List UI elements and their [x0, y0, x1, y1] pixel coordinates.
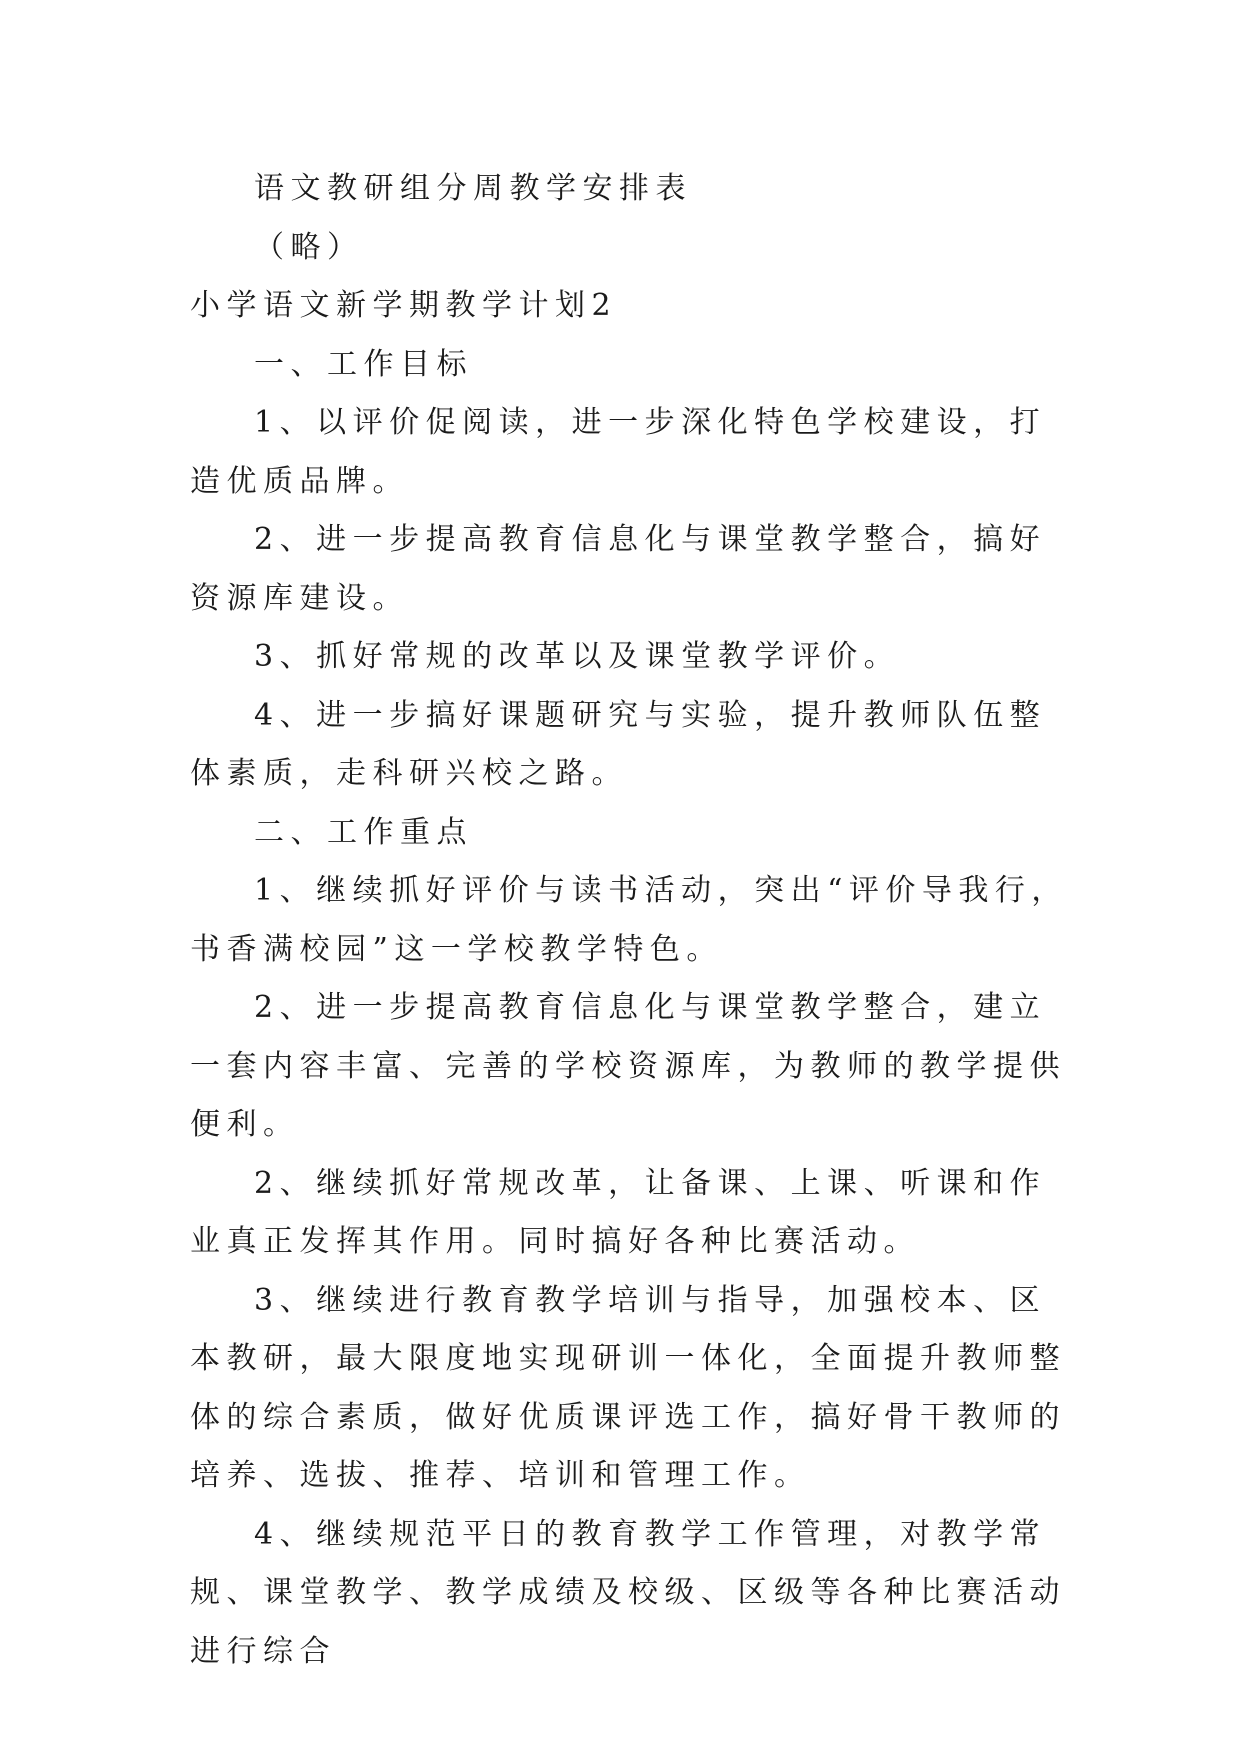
goal-item-3: 3、抓好常规的改革以及课堂教学评价。: [254, 639, 901, 674]
focus-item-1: 1、继续抓好评价与读书活动，突出“评价导我行，书香满校园”这一学校教学特色。: [190, 873, 1068, 967]
section-heading-goals: 一、工作目标: [254, 346, 473, 382]
focus-item-4: 4、继续规范平日的教育教学工作管理，对教学常规、课堂教学、教学成绩及校级、区级等各种比赛活动进行综合: [190, 1516, 1066, 1669]
goal-item-4: 4、进一步搞好课题研究与实验，提升教师队伍整体素质，走科研兴校之路。: [190, 697, 1047, 791]
goal-item-2: 2、进一步提高教育信息化与课堂教学整合，搞好资源库建设。: [190, 522, 1047, 616]
focus-item-2b: 2、继续抓好常规改革，让备课、上课、听课和作业真正发挥其作用。同时搞好各种比赛活动。: [190, 1165, 1047, 1259]
focus-item-3: 3、继续进行教育教学培训与指导，加强校本、区本教研，最大限度地实现研训一体化，全面提升教师整体的综合素质，做好优质课评选工作，搞好骨干教师的培养、选拔、推荐、培训和管理工作。: [190, 1282, 1066, 1493]
document-body: [190, 160, 1070, 1681]
section-title: 语文教研组分周教学安排表: [254, 171, 692, 206]
section-heading-focus: 二、工作重点: [254, 814, 473, 850]
focus-item-2a: 2、进一步提高教育信息化与课堂教学整合，建立一套内容丰富、完善的学校资源库，为教师的教学提供便利。: [190, 990, 1066, 1142]
document-heading: 小学语文新学期教学计划2: [190, 288, 618, 323]
goal-item-1: 1、以评价促阅读，进一步深化特色学校建设，打造优质品牌。: [190, 405, 1047, 499]
omitted-note: （略）: [254, 229, 364, 265]
